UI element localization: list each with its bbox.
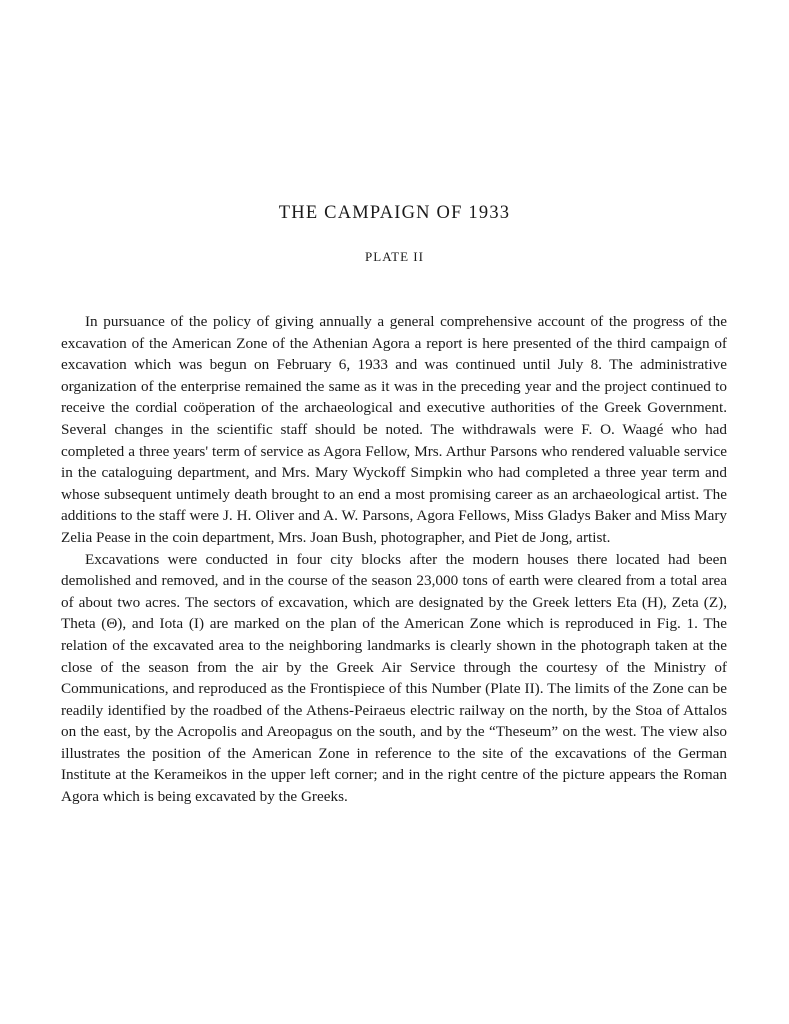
- paragraph: Excavations were conducted in four city blocks after the modern houses there located had been demolished and removed, and in the course of the season 23,000 tons of earth were cleared from a total area of about two acres. The sectors of excavation, which are designated by the Greek letters Eta (H), Zeta (Z), Theta (Θ), and Iota (I) are marked on the plan of the American Zone which is reproduced in Fig. 1. The relation of the excavated area to the neighboring landmarks is clearly shown in the photograph taken at the close of the season from the air by the Greek Air Service through the courtesy of the Ministry of Communications, and reproduced as the Frontispiece of this Number (Plate II). The limits of the Zone can be readily identified by the roadbed of the Athens-Peiraeus electric railway on the north, by the Stoa of Attalos on the east, by the Acropolis and Areopagus on the south, and by the “Theseum” on the west. The view also illustrates the position of the American Zone in reference to the site of the excavations of the German Institute at the Kerameikos in the upper left corner; and in the right centre of the picture appears the Roman Agora which is being excavated by the Greeks.: [61, 550, 727, 806]
- body-text: [61, 311, 727, 808]
- page-title: THE CAMPAIGN OF 1933: [278, 203, 511, 223]
- paragraph: In pursuance of the policy of giving annually a general comprehensive account of the progress of the excavation of the American Zone of the Athenian Agora a report is here presented of the third campaign of excavation which was begun on February 6, 1933 and was continued until July 8. The administrative organization of the enterprise remained the same as it was in the preceding year and the project continued to receive the cordial coöperation of the archaeological and executive authorities of the Greek Government. Several changes in the scientific staff should be noted. The withdrawals were F. O. Waagé who had completed a three years' term of service as Agora Fellow, Mrs. Arthur Parsons who rendered valuable service in the cataloguing department, and Mrs. Mary Wyckoff Simpkin who had completed a three year term and whose subsequent untimely death brought to an end a most promising career as an archaeological artist. The additions to the staff were J. H. Oliver and A. W. Parsons, Agora Fellows, Miss Gladys Baker and Miss Mary Zelia Pease in the coin department, Mrs. Joan Bush, photographer, and Piet de Jong, artist.: [61, 313, 727, 546]
- plate-reference: PLATE II: [365, 249, 424, 264]
